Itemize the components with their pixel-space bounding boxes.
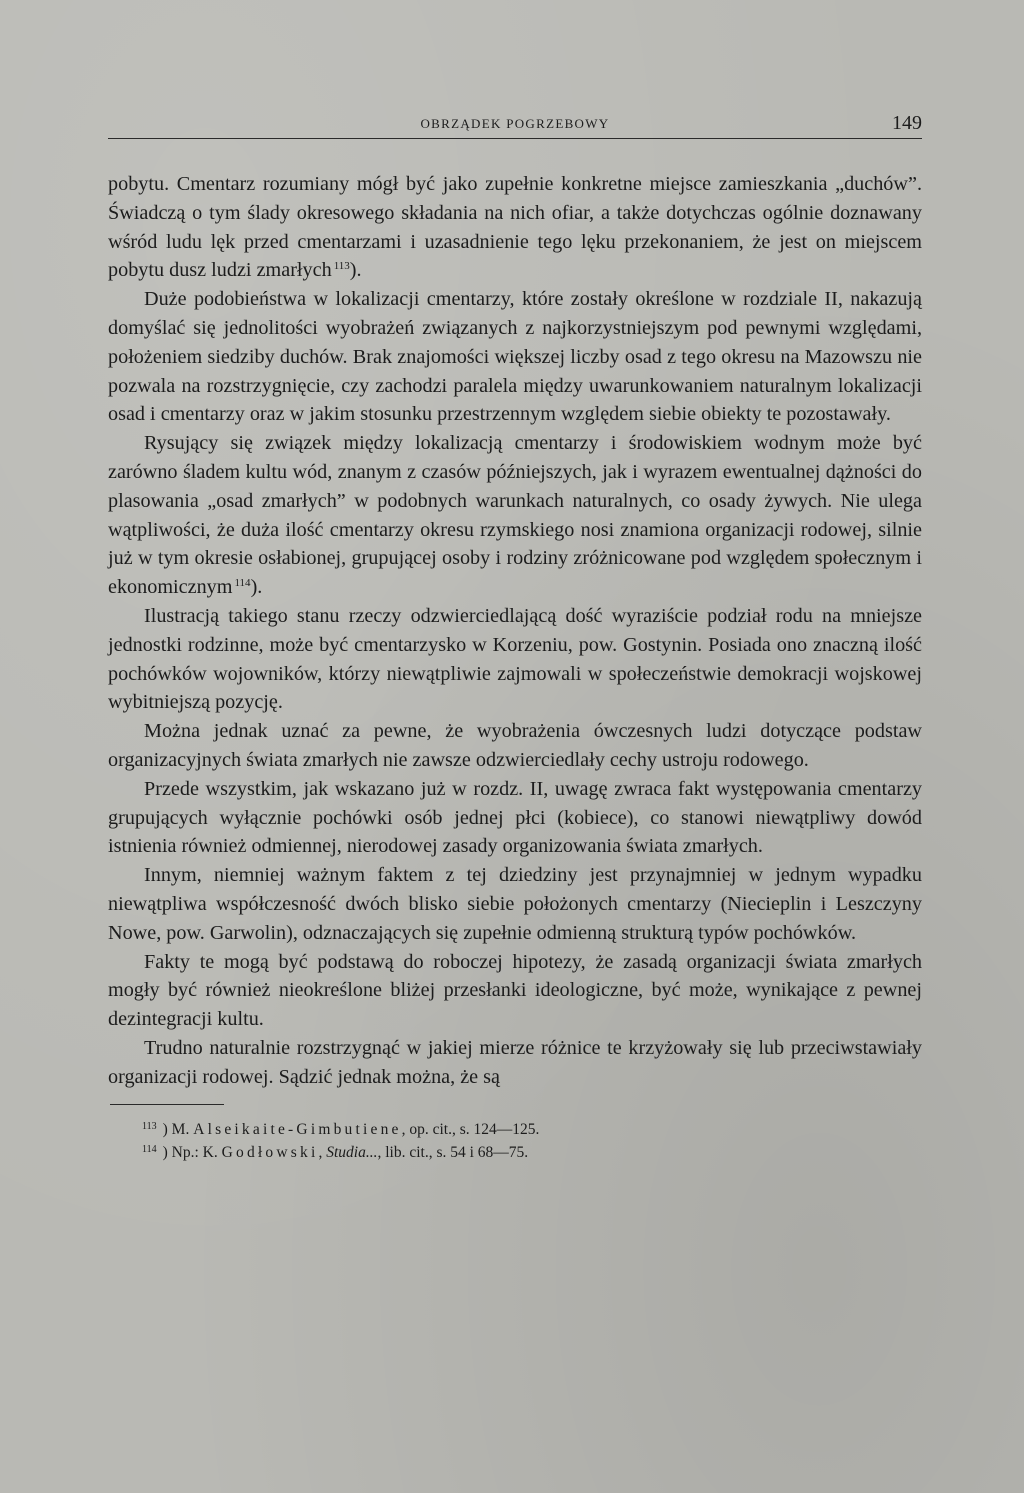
- footnote-prefix: ) Np.: K.: [162, 1143, 222, 1161]
- footnotes: [142, 1117, 922, 1163]
- footnote-ref-113: 113: [333, 260, 350, 273]
- paragraph-text: Innym, niemniej ważnym faktem z tej dziedziny jest przynajmniej w jednym wypadku niewątpliwa współczesność dwóch blisko siebie położonych cmentarzy (Niecieplin i Leszczyny Nowe, pow. Garwolin), odznaczających się zupełnie odmienną strukturą typów pochówków.: [108, 864, 922, 944]
- paragraph-5: [108, 717, 922, 775]
- paragraph-8: [108, 948, 922, 1034]
- footnote-divider: [110, 1104, 224, 1105]
- paragraph-1: [108, 170, 922, 285]
- paragraph-tail: ).: [250, 576, 263, 599]
- footnote-rest: , op. cit., s. 124—125.: [401, 1120, 540, 1138]
- paragraph-text: Ilustracją takiego stanu rzeczy odzwierciedlającą dość wyraziście podział rodu na mniejsze jednostki rodzinne, może być cmentarzysko w Korzeniu, pow. Gostynin. Posiada ono znaczną ilość pochówków wojowników, którzy niewątpliwie zajmowali w społeczeństwie demokracji wojskowej wybitniejszą pozycję.: [108, 604, 922, 714]
- body-text: [108, 170, 922, 1092]
- paragraph-7: [108, 861, 922, 947]
- paragraph-text: Można jednak uznać za pewne, że wyobrażenia ówczesnych ludzi dotyczące podstaw organizacyjnych świata zmarłych nie zawsze odzwierciedlały cechy ustroju rodowego.: [108, 720, 922, 771]
- paragraph-2: [108, 285, 922, 429]
- paragraph-tail: ).: [349, 259, 362, 282]
- paragraph-text: Przede wszystkim, jak wskazano już w rozdz. II, uwagę zwraca fakt występowania cmentarzy grupujących wyłącznie pochówki osób jednej płci (kobiece), co stanowi niewątpliwy dowód istnienia również odmiennej, nierodowej zasady organizowania świata zmarłych.: [108, 777, 922, 858]
- running-head: [108, 112, 922, 139]
- footnote-prefix: ) M.: [162, 1120, 194, 1138]
- paragraph-text: Duże podobieństwa w lokalizacji cmentarzy, które zostały określone w rozdziale II, nakazują domyślać się jednolitości wyobrażeń związanych z najkorzystniejszym pod pewnymi względami, położeniem siedziby duchów. Brak znajomości większej liczby osad z tego okresu na Mazowszu nie pozwala na rozstrzygnięcie, czy zachodzi paralela między uwarunkowaniem naturalnym lokalizacji osad i cmentarzy oraz w jakim stosunku przestrzennym względem siebie obiekty te pozostawały.: [108, 288, 922, 426]
- footnote-113: [142, 1117, 922, 1140]
- running-title: OBRZĄDEK POGRZEBOWY: [420, 116, 610, 131]
- paragraph-9: [108, 1034, 922, 1092]
- footnote-114: [142, 1140, 922, 1163]
- footnote-number: 114: [142, 1143, 157, 1155]
- paragraph-text: Fakty te mogą być podstawą do roboczej hipotezy, że zasadą organizacji świata zmarłych mogły być również nieokreślone bliżej przesłanki ideologiczne, być może, wynikające z pewnej dezintegracji kultu.: [108, 950, 922, 1031]
- paragraph-text: pobytu. Cmentarz rozumiany mógł być jako zupełnie konkretne miejsce zamieszkania „duchów”. Świadczą o tym ślady okresowego składania na nich ofiar, a także dotychczas ogólnie doznawany wśród ludu lęk przed cmentarzami i uzasadnienie tego lęku przekonaniem, że jest on miejscem pobytu dusz ludzi zmarłych: [108, 173, 922, 282]
- paragraph-text: Trudno naturalnie rozstrzygnąć w jakiej mierze różnice te krzyżowały się lub przeciwstawiały organizacji rodowej. Sądzić jednak można, że są: [108, 1036, 922, 1088]
- footnote-author: Alseikaite-Gimbutiene: [193, 1120, 402, 1138]
- footnote-rest: , lib. cit., s. 54 i 68—75.: [377, 1143, 529, 1161]
- footnote-separator: ,: [318, 1143, 327, 1161]
- footnote-ref-114: 114: [234, 577, 251, 590]
- footnote-number: 113: [142, 1120, 157, 1132]
- book-page: [108, 112, 922, 1163]
- paragraph-4: [108, 602, 922, 717]
- footnote-title: Studia...: [326, 1143, 378, 1161]
- paragraph-6: [108, 775, 922, 861]
- footnote-author: Godłowski: [221, 1143, 319, 1161]
- page-number: 149: [892, 112, 922, 134]
- paragraph-text: Rysujący się związek między lokalizacją cmentarzy i środowiskiem wodnym może być zarówno śladem kultu wód, znanym z czasów późniejszych, jak i wyrazem ewentualnej dążności do plasowania „osad zmarłych” w podobnych warunkach naturalnych, co osady żywych. Nie ulega wątpliwości, że duża ilość cmentarzy okresu rzymskiego nosi znamiona organizacji rodowej, silnie już w tym okresie osłabionej, grupującej osoby i rodziny zróżnicowane pod względem społecznym i ekonomicznym: [108, 432, 922, 599]
- paragraph-3: [108, 429, 922, 602]
